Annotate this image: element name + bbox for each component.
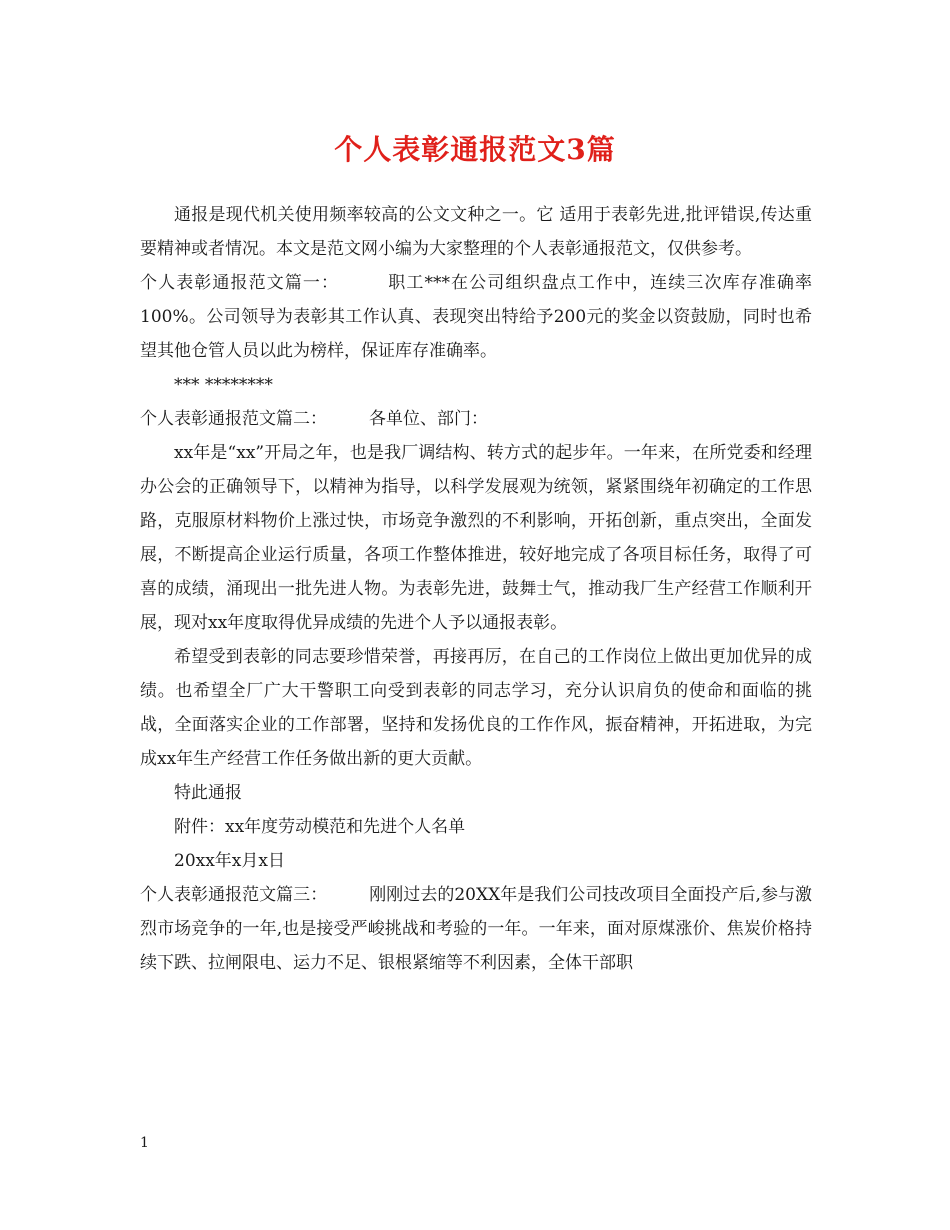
sample2-attachment: 附件：xx年度劳动模范和先进个人名单 [174, 817, 466, 837]
page-number: 1 [140, 1135, 149, 1151]
sample2-date: 20xx年x月x日 [174, 851, 285, 871]
sample3-text: 刚刚过去的20XX年是我们公司技改项目全面投产后,参与激烈市场竞争的一年,也是接受严峻挑战和考验的一年。一年来，面对原煤涨价、焦炭价格持续下跌、拉闸限电、运力不足、银根紧缩等不利因素，全体干部职 [140, 885, 812, 973]
document-body [140, 198, 812, 980]
page-title: 个人表彰通报范文3篇 [334, 133, 616, 166]
sample2-paragraph-1: xx年是“xx”开局之年，也是我厂调结构、转方式的起步年。一年来，在所党委和经理办公会的正确领导下，以精神为指导，以科学发展观为统领，紧紧围绕年初确定的工作思路，克服原材料物价上涨过快，市场竞争激烈的不利影响，开拓创新，重点突出，全面发展，不断提高企业运行质量，各项工作整体推进，较好地完成了各项目标任务，取得了可喜的成绩，涌现出一批先进人物。为表彰先进，鼓舞士气，推动我厂生产经营工作顺利开展，现对xx年度取得优异成绩的先进个人予以通报表彰。 [140, 443, 812, 633]
sample1-heading: 个人表彰通报范文篇一： [140, 273, 340, 293]
sample2-paragraph-2: 希望受到表彰的同志要珍惜荣誉，再接再厉，在自己的工作岗位上做出更加优异的成绩。也希望全厂广大干警职工向受到表彰的同志学习，充分认识肩负的使命和面临的挑战，全面落实企业的工作部署，坚持和发扬优良的工作作风，振奋精神，开拓进取，为完成xx年生产经营工作任务做出新的更大贡献。 [140, 647, 812, 769]
sample3-paragraph [140, 878, 812, 980]
sample1-paragraph [140, 266, 812, 368]
intro-paragraph: 通报是现代机关使用频率较高的公文文种之一。它 适用于表彰先进,批评错误,传达重要精神或者情况。本文是范文网小编为大家整理的个人表彰通报范文，仅供参考。 [140, 205, 812, 259]
sample2-addressee: 各单位、部门： [369, 409, 488, 429]
sample1-text: 职工***在公司组织盘点工作中，连续三次库存准确率100%。公司领导为表彰其工作认真、表现突出特给予200元的奖金以资鼓励，同时也希望其他仓管人员以此为榜样，保证库存准确率。 [140, 273, 813, 361]
sample3-heading: 个人表彰通报范文篇三： [140, 885, 328, 905]
sample1-signature: *** ******** [174, 375, 273, 395]
sample2-closing: 特此通报 [174, 783, 242, 803]
sample2-heading-line [140, 402, 812, 436]
sample2-heading: 个人表彰通报范文篇二： [140, 409, 327, 429]
